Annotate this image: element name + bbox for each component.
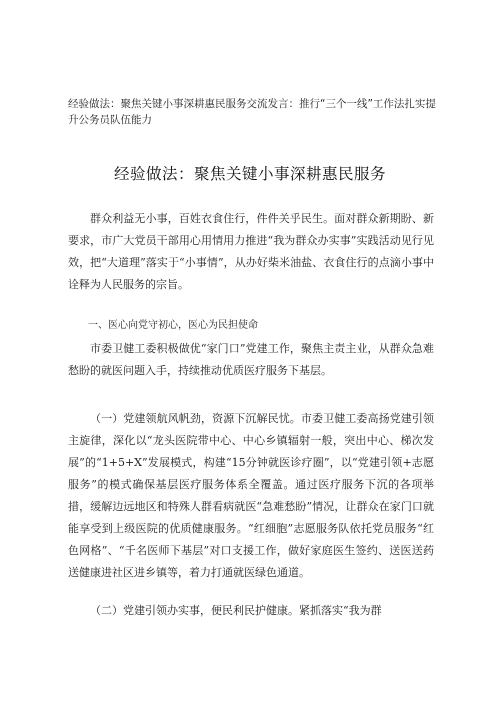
subsection-paragraph-1: （一）党建领航风帆劲，资源下沉解民忧。市委卫健工委高扬党建引领主旋律，深化以“龙头医院带中心、中心乡镇辐射一般，突出中心、梯次发展”的“1+5+X”发展模式，构建“15分钟就医诊疗圈”，以“党建引领+志愿服务”的模式确保基层医疗服务体系全覆盖。通过医疗服务下沉的各项举措，缓解边远地区和特殊人群看病就医“急难愁盼”情况，让群众在家门口就能享受到上级医院的优质健康服务。“红细胞”志愿服务队依托党员服务“红色网格”、“千名医师下基层”对口支援工作，做好家庭医生签约、送医送药送健康进社区进乡镇等，着力打通就医绿色通道。	[68, 412, 434, 579]
section-heading: 一、医心向党守初心，医心为民担使命	[88, 320, 258, 331]
intro-paragraph: 群众利益无小事，百姓衣食住行，件件关乎民生。面对群众新期盼、新要求，市广大党员干部用心用情用力推进“我为群众办实事”实践活动见行见效，把“大道理”落实于“小事情”，从办好柴米油盐、衣食住行的点滴小事中诠释为人民服务的宗旨。	[68, 212, 434, 291]
document-title: 经验做法：聚焦关键小事深耕惠民服务	[113, 165, 386, 183]
section-paragraph: 市委卫健工委积极做优“家门口”党建工作，聚焦主责主业，从群众急难愁盼的就医问题入手，持续推动优质医疗服务下基层。	[68, 342, 434, 377]
subsection-paragraph-2: （二）党建引领办实事，便民利民护健康。紧抓落实“我为群	[90, 604, 382, 617]
document-header: 经验做法：聚焦关键小事深耕惠民服务交流发言：推行“三个一线”工作法扎实提升公务员队伍能力	[68, 98, 436, 126]
